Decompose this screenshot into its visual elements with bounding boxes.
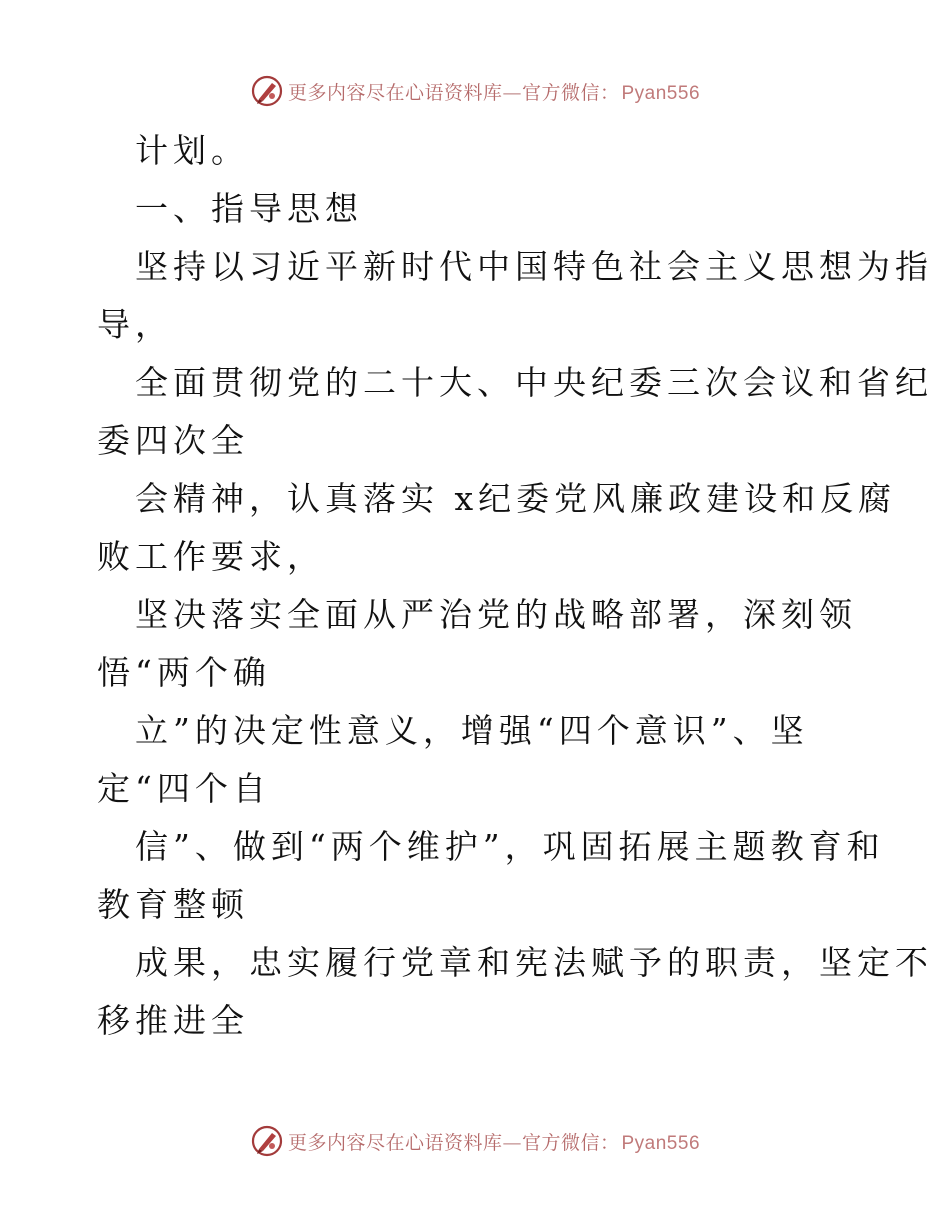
text-line: 立”的决定性意义，增强“四个意识”、坚 <box>135 711 809 750</box>
text-line: 计划。 <box>135 131 249 170</box>
banner-wechat-label: 官方微信： <box>521 81 620 104</box>
banner-separator: — <box>502 1131 522 1154</box>
text-line: 会精神，认真落实 x纪委党风廉政建设和反腐 <box>135 479 897 518</box>
banner-separator: — <box>502 81 522 104</box>
banner-title: 更多内容尽在心语资料库 <box>287 1131 503 1154</box>
banner-text <box>288 78 700 105</box>
document-body <box>97 122 933 1050</box>
banner-title: 更多内容尽在心语资料库 <box>287 81 503 104</box>
banner-wechat-handle: Pyan556 <box>621 82 701 104</box>
text-line: 信”、做到“两个维护”，巩固拓展主题教育和 <box>135 827 885 866</box>
text-line: 坚决落实全面从严治党的战略部署，深刻领 <box>135 595 857 634</box>
banner-wechat-handle: Pyan556 <box>621 1132 701 1154</box>
header-banner <box>0 71 950 111</box>
text-line: 悟“两个确 <box>97 653 271 692</box>
text-line: 定“四个自 <box>97 769 271 808</box>
text-line: 一、指导思想 <box>135 189 363 228</box>
banner-text <box>288 1128 700 1155</box>
text-line: 导， <box>97 305 173 344</box>
text-line: 成果，忠实履行党章和宪法赋予的职责，坚定不 <box>135 943 933 982</box>
text-line: 委四次全 <box>97 421 249 460</box>
pen-logo-icon <box>250 74 284 108</box>
banner-wechat-label: 官方微信： <box>521 1131 620 1154</box>
text-line: 败工作要求， <box>97 537 325 576</box>
footer-banner <box>0 1121 950 1161</box>
text-line: 坚持以习近平新时代中国特色社会主义思想为指 <box>135 247 933 286</box>
text-line: 移推进全 <box>97 1001 249 1040</box>
pen-logo-icon <box>250 1124 284 1158</box>
text-line: 教育整顿 <box>97 885 249 924</box>
text-line: 全面贯彻党的二十大、中央纪委三次会议和省纪 <box>135 363 933 402</box>
